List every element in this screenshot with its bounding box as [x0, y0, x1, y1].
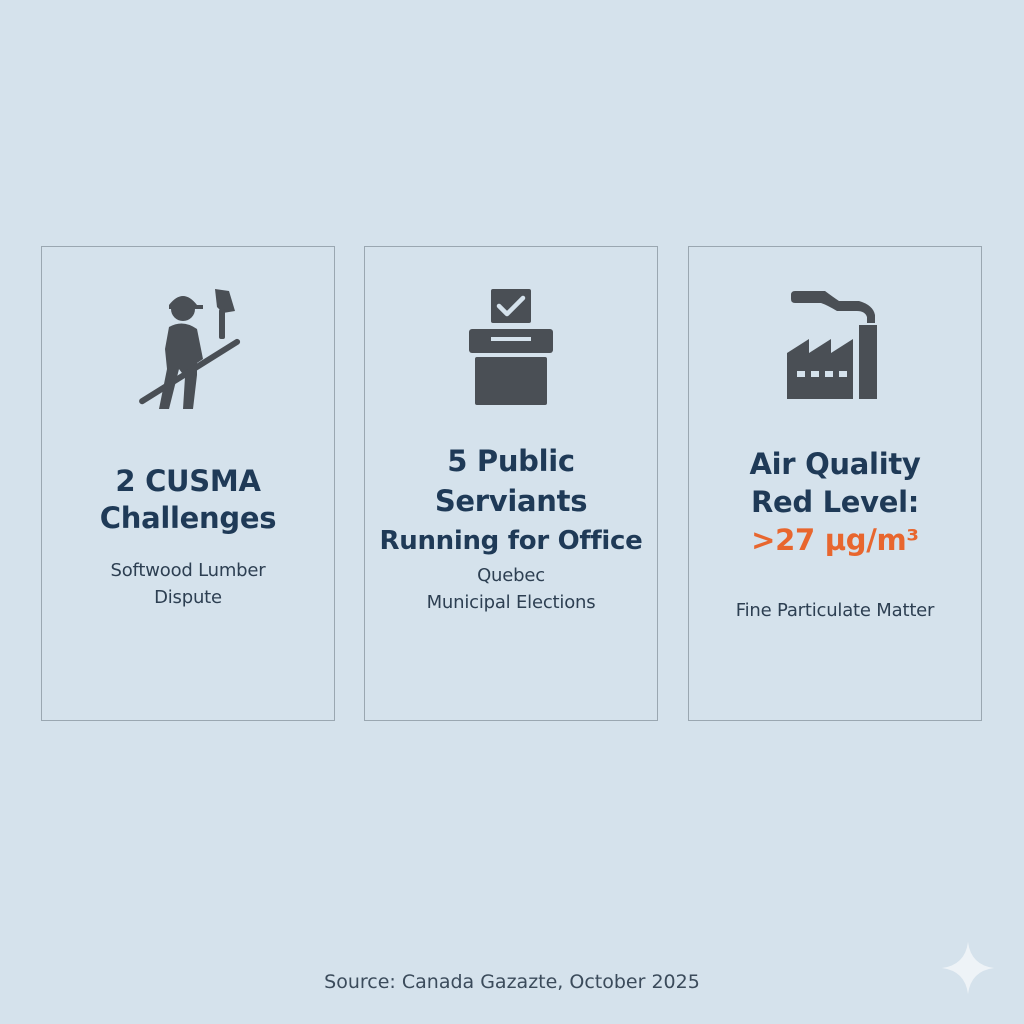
title-line: Challenges [99, 501, 277, 535]
card-cusma-challenges [41, 246, 335, 721]
subtitle-line: Softwood Lumber [110, 560, 266, 581]
title-line: Serviants [434, 484, 588, 518]
ballot-box-icon [469, 289, 553, 407]
pm-level-value: >27 µg/m³ [751, 523, 919, 557]
subtitle-line: Dispute [154, 587, 222, 608]
title-line: 5 Public [447, 444, 575, 478]
title-line: Air Quality [749, 447, 921, 481]
card-subtitle [42, 557, 334, 611]
title-line: Running for Office [379, 526, 643, 556]
source-caption: Source: Canada Gazazte, October 2025 [324, 971, 700, 993]
subtitle-line: Municipal Elections [426, 592, 596, 613]
card-public-servants [364, 246, 658, 721]
card-title [689, 445, 981, 559]
card-title [365, 441, 657, 561]
card-air-quality [688, 246, 982, 721]
card-subtitle [689, 597, 981, 624]
card-title [42, 463, 334, 537]
worker-with-axe-icon [133, 289, 243, 413]
factory-icon [787, 291, 883, 401]
card-subtitle [365, 562, 657, 616]
title-line: 2 CUSMA [115, 464, 261, 498]
subtitle-line: Fine Particulate Matter [735, 600, 935, 621]
sparkle-icon [942, 942, 994, 994]
subtitle-line: Quebec [477, 565, 545, 586]
title-line: Red Level: [750, 485, 920, 519]
